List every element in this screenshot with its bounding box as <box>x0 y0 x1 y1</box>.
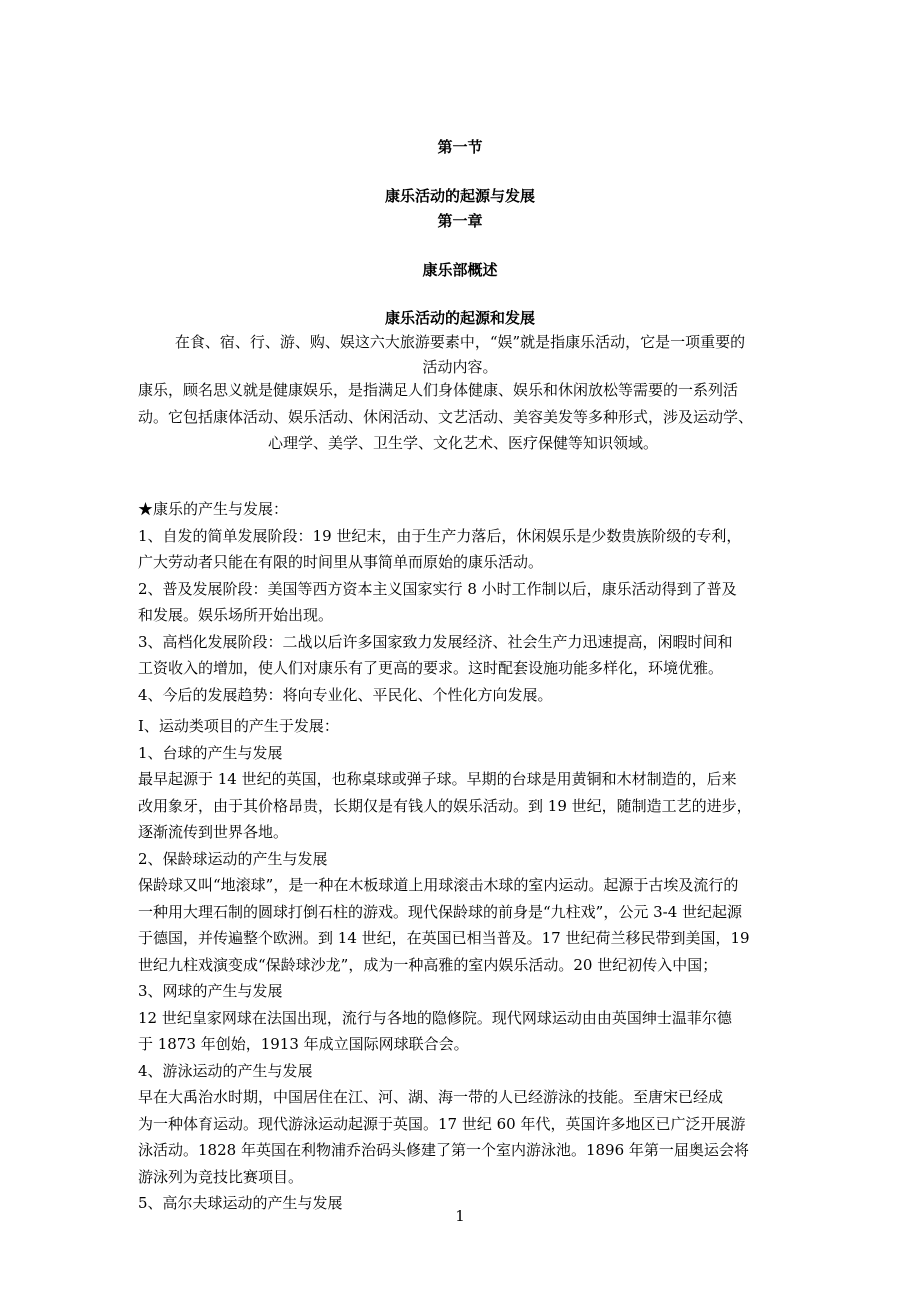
sports-line: 于 1873 年创始，1913 年成立国际网球联合会。 <box>138 1035 469 1053</box>
sports-line: 一种用大理石制的圆球打倒石柱的游戏。现代保龄球的前身是“九柱戏”，公元 3-4 世纪起源 <box>138 902 743 921</box>
bowling-heading: 2、保龄球运动的产生与发展 <box>138 849 328 868</box>
sports-line: 逐渐流传到世界各地。 <box>138 823 289 841</box>
chapter-heading: 第一章 <box>437 212 483 230</box>
stages-line: 和发展。娱乐场所开始出现。 <box>138 606 334 624</box>
stages-line: 1、自发的简单发展阶段：19 世纪末，由于生产力落后，休闲娱乐是少数贵族阶级的专利， <box>138 526 742 545</box>
sports-line: 改用象牙，由于其价格昂贵，长期仅是有钱人的娱乐活动。到 19 世纪，随制造工艺的进步， <box>138 796 752 815</box>
sports-line: 泳活动。1828 年英国在利物浦乔治码头修建了第一个室内游泳池。1896 年第一届奥运会将 <box>138 1141 749 1159</box>
intro-paragraph-2-line-1: 康乐，顾名思义就是健康娱乐，是指满足人们身体健康、娱乐和休闲放松等需要的一系列活 <box>138 381 739 399</box>
stages-section <box>138 496 788 708</box>
swimming-heading: 4、游泳运动的产生与发展 <box>138 1061 313 1080</box>
stages-line: 广大劳动者只能在有限的时间里从事简单而原始的康乐活动。 <box>138 553 544 571</box>
subtitle-heading: 康乐活动的起源和发展 <box>384 309 535 327</box>
sports-title: I、运动类项目的产生于发展： <box>138 717 339 735</box>
page-number: 1 <box>455 1207 465 1225</box>
sports-line: 12 世纪皇家网球在法国出现，流行与各地的隐修院。现代网球运动由由英国绅士温菲尔德 <box>138 1008 732 1027</box>
sports-line: 早在大禹治水时期，中国居住在江、河、湖、海一带的人已经游泳的技能。至唐宋已经成 <box>138 1088 724 1106</box>
sports-section <box>138 713 788 1217</box>
tennis-heading: 3、网球的产生与发展 <box>138 982 283 1000</box>
sports-line: 保龄球又叫“地滚球”，是一种在木板球道上用球滚击木球的室内运动。起源于古埃及流行的 <box>138 876 739 894</box>
stages-line: 工资收入的增加，使人们对康乐有了更高的要求。这时配套设施功能多样化，环境优雅。 <box>138 659 724 677</box>
department-overview-heading: 康乐部概述 <box>422 261 498 279</box>
section-heading: 第一节 <box>437 138 483 156</box>
intro-paragraph-2-line-2: 动。它包括康体活动、娱乐活动、休闲活动、文艺活动、美容美发等多种形式，涉及运动学、 <box>138 407 754 426</box>
intro-paragraph-2 <box>138 377 788 457</box>
intro-paragraph-2-line-3: 心理学、美学、卫生学、文化艺术、医疗保健等知识领域。 <box>267 434 658 452</box>
golf-heading: 5、高尔夫球运动的产生与发展 <box>138 1194 343 1212</box>
sports-line: 于德国，并传遍整个欧洲。到 14 世纪，在英国已相当普及。17 世纪荷兰移民带到美国，19 <box>138 929 750 947</box>
intro-paragraph-1-line-2: 活动内容。 <box>422 358 498 376</box>
billiards-heading: 1、台球的产生与发展 <box>138 743 283 762</box>
stages-line: 3、高档化发展阶段：二战以后许多国家致力发展经济、社会生产力迅速提高，闲暇时间和 <box>138 632 733 651</box>
sports-line: 世纪九柱戏演变成“保龄球沙龙”，成为一种高雅的室内娱乐活动。20 世纪初传入中国； <box>138 955 718 974</box>
sports-line: 最早起源于 14 世纪的英国，也称桌球或弹子球。早期的台球是用黄铜和木材制造的，后来 <box>138 770 737 788</box>
title-origin-development: 康乐活动的起源与发展 <box>384 187 535 205</box>
stages-line: 2、普及发展阶段：美国等西方资本主义国家实行 8 小时工作制以后，康乐活动得到了普及 <box>138 579 737 598</box>
stages-title: ★康乐的产生与发展： <box>138 500 289 518</box>
intro-paragraph-1-line-1: 在食、宿、行、游、购、娱这六大旅游要素中，“娱”就是指康乐活动，它是一项重要的 <box>174 333 746 351</box>
sports-line: 为一种体育运动。现代游泳运动起源于英国。17 世纪 60 年代，英国许多地区已广泛开展游 <box>138 1114 746 1133</box>
stages-line: 4、今后的发展趋势：将向专业化、平民化、个性化方向发展。 <box>138 685 553 704</box>
sports-line: 游泳列为竞技比赛项目。 <box>138 1167 304 1186</box>
